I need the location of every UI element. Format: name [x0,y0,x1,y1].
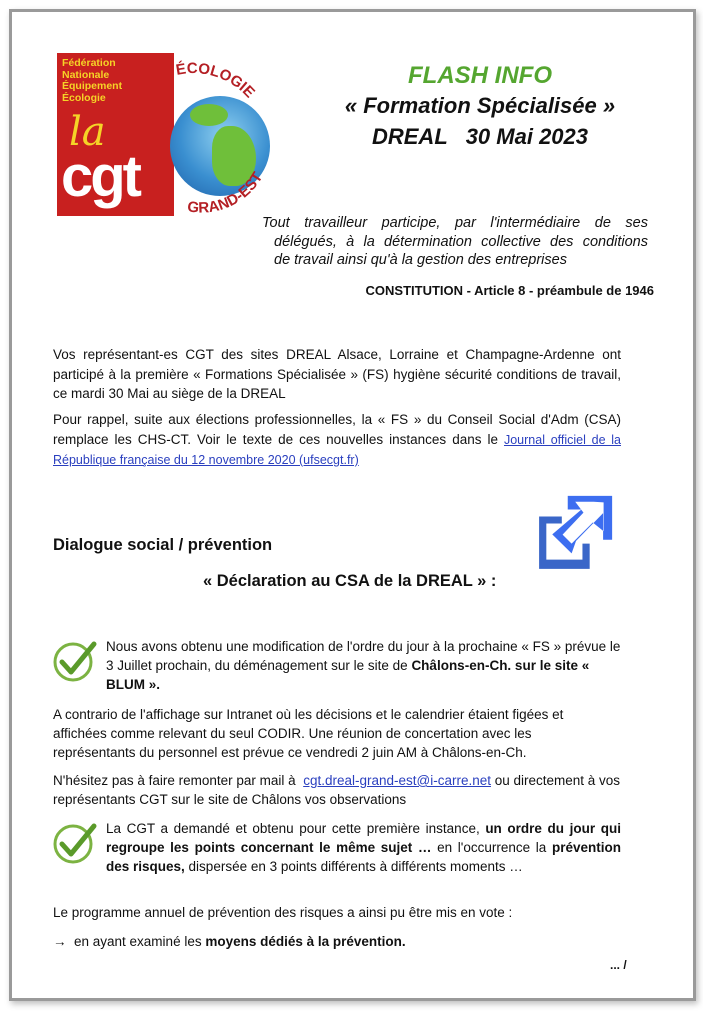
constitution-quote: Tout travailleur participe, par l'intermédiaire de ses délégués, à la détermination collective des conditions de travail ainsi qu'à la gestion des entreprises [262,215,648,268]
intro-paragraph: Vos représentant-es CGT des sites DREAL Alsace, Lorraine et Champagne-Ardenne ont participé à la première « Formations Spécialisée » (FS) hygiène sécurité conditions de travail, ce mardi 30 Mai au siège de la DREAL [53,347,621,401]
svg-text:ÉCOLOGIE [175,60,258,101]
bullet-item: La CGT a demandé et obtenu pour cette première instance, un ordre du jour qui regroupe les points concernant le même sujet … en l'occurrence la prévention des risques, dispersée en 3 points différents à différents moments … [106,821,621,874]
reminder-paragraph: Pour rappel, suite aux élections professionnelles, la « FS » du Conseil Social d'Adm (CSA) remplace les CHS-CT. Voir le texte de ces nouvelles instances dans le Journal officiel de la République française du 12 novembre 2020 (ufsecgt.fr) [53,412,621,467]
arrow-item: → en ayant examiné les moyens dédiés à la prévention. [53,934,406,949]
logo-arc-bottom: GRAND-EST [186,169,267,217]
svg-text:GRAND-EST [186,169,266,216]
contact-paragraph: N'hésitez pas à faire remonter par mail à cgt.dreal-grand-est@i-carre.net ou directement à vos représentants CGT sur le site de Châlons vos observations [53,773,621,807]
bullet-item: Nous avons obtenu une modification de l'ordre du jour à la prochaine « FS » prévue le 3 Juillet prochain, du déménagement sur le site de Châlons-en-Ch. sur le site « BLUM ». [106,639,621,692]
contrario-paragraph: A contrario de l'affichage sur Intranet où les décisions et le calendrier étaient figées et affichées comme relevant du seul CODIR. Une réunion de concertation avec les représentants du personnel est prévue ce vendredi 2 juin AM à Châlons-en-Ch. [53,707,564,760]
checkmark-icon [52,820,98,866]
logo-arc-top: ÉCOLOGIE [174,60,259,102]
subtitle: « Formation Spécialisée » [344,93,616,118]
external-link-icon[interactable] [536,492,616,572]
checkmark-icon [52,638,98,684]
logo-cgt: cgt [61,144,139,209]
cgt-logo [57,53,267,221]
logo-la: la [69,109,106,155]
program-paragraph: Le programme annuel de prévention des risques a ainsi pu être mis en vote : [53,905,513,920]
arrow-right-icon: → [53,934,67,949]
section-subheading: « Déclaration au CSA de la DREAL » : [203,572,497,590]
continued-marker: ... / [610,958,627,972]
logo-arc-text [157,53,277,221]
flash-info-title: FLASH INFO [408,62,552,89]
section-heading: Dialogue social / prévention [53,536,273,554]
journal-officiel-link[interactable]: Journal officiel de la République française du 12 novembre 2020 (ufsecgt.fr) [53,432,621,467]
email-link[interactable]: cgt.dreal-grand-est@i-carre.net [303,773,491,788]
quote-source: CONSTITUTION - Article 8 - préambule de 1946 [365,283,654,298]
logo-federation-text: Fédération Nationale Équipement Écologie [62,57,123,104]
date-line: DREAL 30 Mai 2023 [371,124,589,149]
